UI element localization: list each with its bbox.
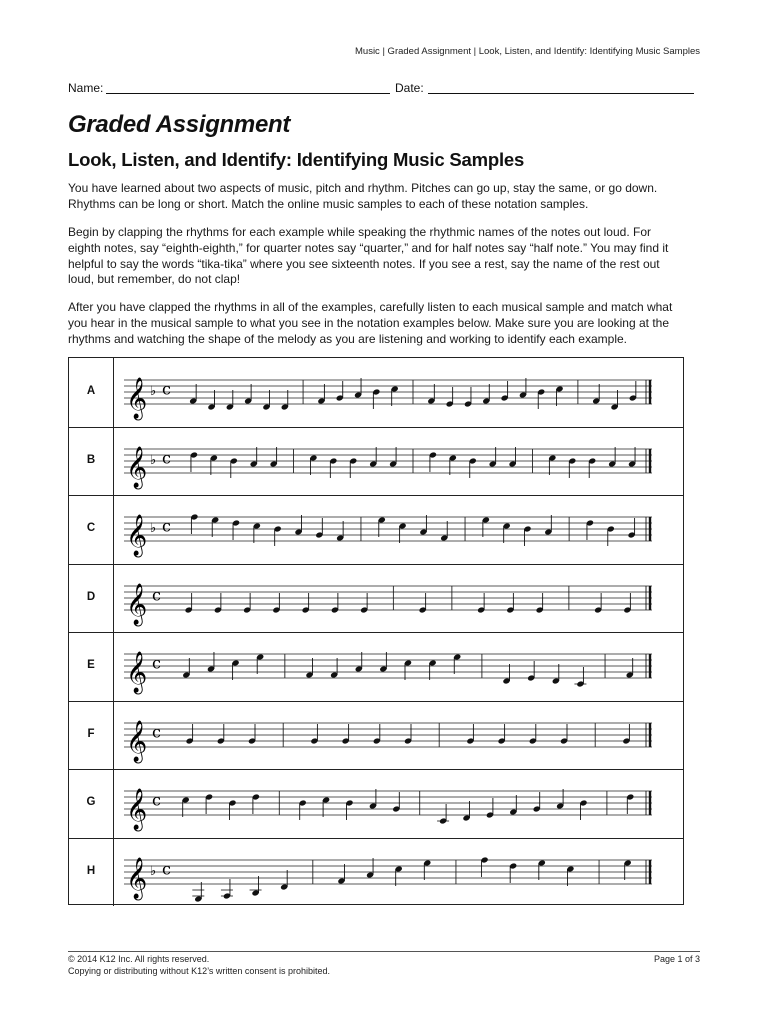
example-row-b [69,427,683,496]
name-label: Name: [68,81,104,95]
common-time-icon: c [152,653,161,673]
row-divider [69,564,683,565]
example-row-e [69,632,683,701]
footer-copyright: © 2014 K12 Inc. All rights reserved. Copying or distributing without K12’s written consent is prohibited. [68,954,330,976]
example-row-h [69,838,683,907]
notation-examples-table [68,357,684,905]
listening-paragraph: After you have clapped the rhythms in all of the examples, carefully listen to each musical sample and match what you hear in the musical sample to what you see in the notation examples below. Make sure you are looking at the rhythms and watching the shape of the melody as you are listening and working to identify each example. [68,300,673,346]
common-time-icon: c [162,379,171,399]
flat-icon: ♭ [150,521,157,537]
example-row-f [69,701,683,770]
name-date-row [68,81,700,97]
treble-clef-icon: 𝄞 [126,789,148,831]
page-title: Graded Assignment [68,111,291,138]
intro-paragraph: You have learned about two aspects of music, pitch and rhythm. Pitches can go up, stay the same, or go down. Rhythms can be long or short. Match the online music samples to each of these notation samples. [68,181,658,211]
date-label: Date: [395,81,424,95]
treble-clef-icon: 𝄞 [126,378,148,420]
name-field[interactable] [106,93,390,94]
example-label: C [86,522,96,535]
row-divider [69,495,683,496]
flat-icon: ♭ [150,863,157,879]
music-staff [124,636,654,696]
example-label: H [86,864,96,877]
music-staff [124,842,654,902]
treble-clef-icon: 𝄞 [126,652,148,694]
breadcrumb: Music | Graded Assignment | Look, Listen, and Identify: Identifying Music Samples [355,46,700,57]
treble-clef-icon: 𝄞 [126,446,148,488]
page-subtitle: Look, Listen, and Identify: Identifying Music Samples [68,149,525,170]
flat-icon: ♭ [150,384,157,400]
music-staff [124,499,654,559]
example-label: E [87,659,95,672]
music-staff [124,705,654,765]
page-number: Page 1 of 3 [653,954,700,964]
example-label: A [86,385,96,398]
treble-clef-icon: 𝄞 [126,583,148,625]
example-label: B [86,453,96,466]
example-row-g [69,769,683,838]
row-divider [69,769,683,770]
flat-icon: ♭ [150,452,157,468]
example-label: G [86,796,96,809]
music-staff [124,773,654,833]
treble-clef-icon: 𝄞 [126,857,148,899]
treble-clef-icon: 𝄞 [126,720,148,762]
music-staff [124,362,654,422]
common-time-icon: c [152,790,161,810]
instructions-paragraph: Begin by clapping the rhythms for each example while speaking the rhythmic names of the notes out loud. For eighth notes, say “eighth-eighth,” for quarter notes say “quarter,” and for half notes say “half note.” You may find it helpful to say the words “tika-tika” where you see sixteenth notes. If you see a rest, say the name of the rest out loud, but remember, do not clap! [68,225,669,287]
common-time-icon: c [152,585,161,605]
row-divider [69,427,683,428]
common-time-icon: c [162,448,171,468]
common-time-icon: c [162,859,171,879]
footer-divider [68,951,700,952]
music-staff [124,431,654,491]
common-time-icon: c [152,722,161,742]
date-field[interactable] [428,93,694,94]
row-divider [69,838,683,839]
row-divider [69,632,683,633]
example-row-a [69,358,683,427]
music-staff [124,568,654,628]
example-row-c [69,495,683,564]
example-label: D [86,590,96,603]
example-row-d [69,564,683,633]
common-time-icon: c [162,516,171,536]
treble-clef-icon: 𝄞 [126,515,148,557]
row-divider [69,701,683,702]
example-label: F [87,727,95,740]
